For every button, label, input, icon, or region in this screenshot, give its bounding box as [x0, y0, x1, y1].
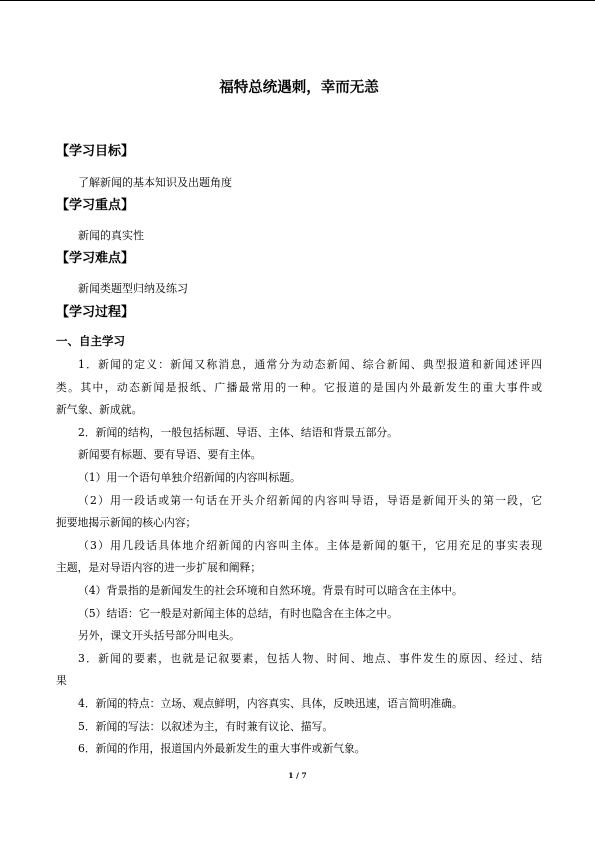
paragraph-line: 扼要地揭示新闻的核心内容；: [56, 516, 197, 530]
paragraph-line: （1）用一个语句单独介绍新闻的内容叫标题。: [78, 470, 301, 484]
section-text-difficulty: 新闻类题型归纳及练习: [78, 282, 188, 295]
paragraph-line: 新闻要有标题、要有导语、要有主体。: [78, 448, 262, 462]
paragraph-line: 新气象、新成就。: [56, 403, 143, 417]
section-heading-goal: 【学习目标】: [56, 144, 135, 159]
paragraph-line: 果: [56, 674, 67, 688]
paragraph-line: 6．新闻的作用，报道国内外最新发生的重大事件或新气象。: [78, 742, 366, 756]
section-heading-key: 【学习重点】: [56, 198, 135, 213]
section-heading-process: 【学习过程】: [56, 305, 135, 320]
paragraph-line: 另外，课文开头括号部分叫电头。: [78, 629, 240, 643]
paragraph-line: 2．新闻的结构，一般包括标题、导语、主体、结语和背景五部分。: [78, 425, 398, 439]
paragraph-line: （2）用一段话或第一句话在开头介绍新闻的内容叫导语，导语是新闻开头的第一段，它: [78, 493, 542, 507]
paragraph-line: 1．新闻的定义：新闻又称消息，通常分为动态新闻、综合新闻、典型报道和新闻述评四: [78, 358, 542, 371]
paragraph-line: 4．新闻的特点：立场、观点鲜明，内容真实、具体，反映迅速，语言简明准确。: [78, 696, 463, 710]
paragraph-line: （5）结语：它一般是对新闻主体的总结，有时也隐含在主体之中。: [78, 606, 398, 620]
document-title: 福特总统遇刺，幸而无恙: [219, 80, 379, 96]
paragraph-line: 类。其中，动态新闻是报纸、广播最常用的一种。它报道的是国内外最新发生的重大事件或: [56, 380, 542, 394]
paragraph-line: 主题，是对导语内容的进一步扩展和阐释；: [56, 561, 262, 575]
paragraph-line: 5．新闻的写法：以叙述为主，有时兼有议论、描写。: [78, 719, 334, 733]
self-study-body: [56, 354, 542, 761]
page-number: 1 / 7: [288, 771, 307, 780]
section-text-goal: 了解新闻的基本知识及出题角度: [78, 176, 232, 189]
paragraph-line: （3）用几段话具体地介绍新闻的内容叫主体。主体是新闻的躯干，它用充足的事实表现: [78, 538, 542, 552]
sub-heading-self-study: 一、自主学习: [56, 334, 125, 348]
section-heading-difficulty: 【学习难点】: [56, 251, 135, 266]
paragraph-line: 3．新闻的要素，也就是记叙要素，包括人物、时间、地点、事件发生的原因、经过、结: [78, 651, 542, 665]
top-rule: [0, 0, 595, 1]
section-text-key: 新闻的真实性: [78, 229, 144, 242]
paragraph-line: （4）背景指的是新闻发生的社会环境和自然环境。背景有时可以暗含在主体中。: [78, 583, 463, 597]
